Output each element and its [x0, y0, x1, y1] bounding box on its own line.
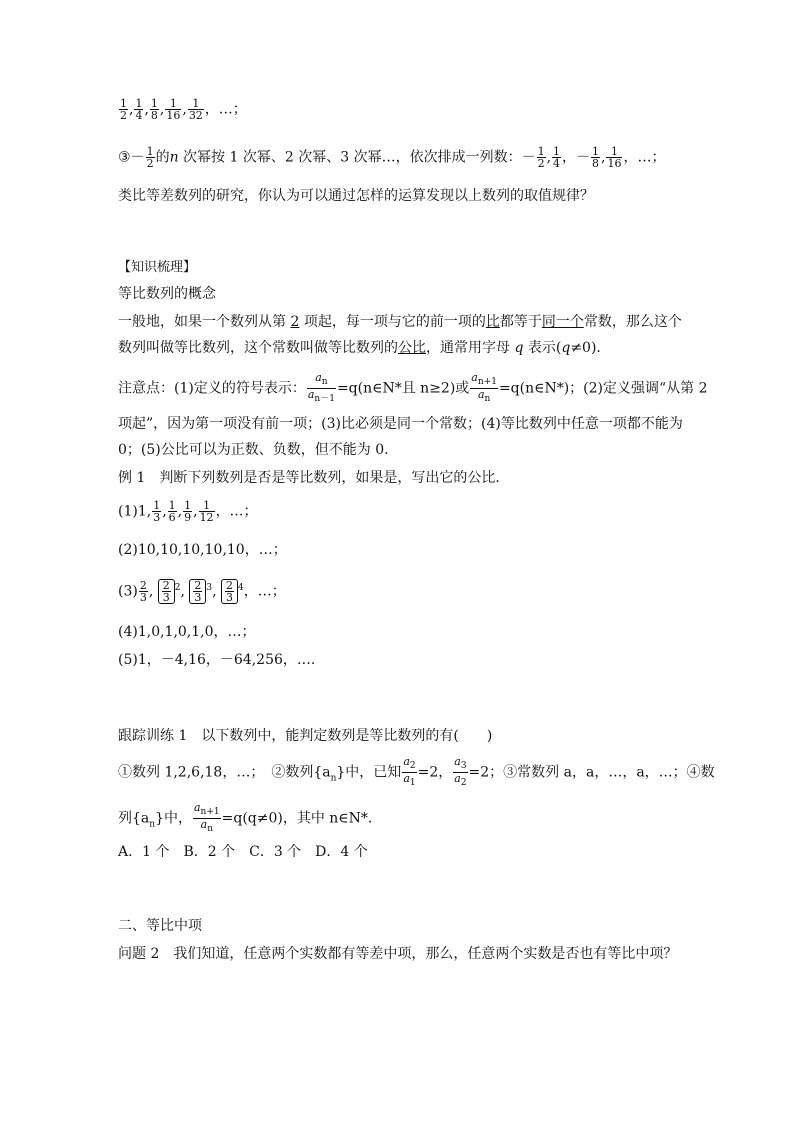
note-line-3: 0；(5)公比可以为正数、负数，但不能为 0.	[118, 442, 389, 458]
definition-line-2: 数列叫做等比数列，这个常数叫做等比数列的公比，通常用字母 q 表示(q≠0)．	[118, 340, 611, 356]
example-1-item-3: (3) $\frac{2}{3}$ , $\frac{2}{3}$ $^2$, $\frac{2}{3}$ $^3$, $\frac{2}{3}$ $^4$，…；	[118, 579, 286, 605]
fraction: $\frac{1}{8}$	[150, 97, 158, 122]
fraction: $\frac{1}{2}$	[146, 145, 154, 170]
example-1-item-2: (2)10,10,10,10,10，…；	[118, 542, 287, 558]
example-1-item-4: (4)1,0,1,0,1,0，…；	[118, 624, 256, 640]
sequence-line-3: ③－ $\frac{1}{2}$ 的n 次幂按 1 次幂、2 次幂、3 次幂…，依次排成一列数：－ $\frac{1}{2}$ , $\frac{1}{4}$ ，－ $\frac{1}{8}$ , $\frac{1}{16}$ ，…；	[118, 145, 666, 170]
fraction: $\frac{1}{2}$	[120, 97, 127, 122]
answer-choices: A．1 个 B．2 个 C．3 个 D．4 个	[118, 844, 368, 860]
fraction: $\frac{1}{32}$	[188, 97, 203, 122]
question-2: 问题 2 我们知道，任意两个实数都有等差中项，那么，任意两个实数是否也有等比中项？	[118, 946, 678, 962]
tracking-line-2: 列$\{a_n\}$中， $\frac{a_{n+1}}{a_n}$ =q(q≠0)，其中 n∈N*.	[118, 801, 373, 835]
tracking-exercise-1: 跟踪训练 1 以下数列中，能判定数列是等比数列的有( )	[118, 728, 493, 744]
fraction: $\frac{1}{16}$	[166, 97, 181, 122]
section-2-title: 二、等比中项	[118, 918, 202, 934]
section-tag: 【知识梳理】	[118, 260, 197, 275]
note-line-1: 注意点：(1)定义的符号表示： $\frac{a_n}{a_{n-1}}$ =q(n∈N*且 n≥2)或 $\frac{a_{n+1}}{a_n}$ =q(n∈N*)；(2)定义强调“从第 2	[118, 371, 708, 405]
definition-line-1: 一般地，如果一个数列从第 2 项起，每一项与它的前一项的比都等于同一个常数，那么这个	[118, 314, 682, 330]
example-1-item-5: (5)1，－4,16，－64,256，….	[118, 652, 316, 668]
note-line-2: 项起”，因为第一项没有前一项；(3)比必须是同一个常数；(4)等比数列中任意一项都不能为	[118, 416, 683, 432]
question-text: 类比等差数列的研究，你认为可以通过怎样的运算发现以上数列的取值规律？	[118, 188, 594, 204]
concept-title: 等比数列的概念	[118, 286, 216, 302]
example-1-title: 例 1 判断下列数列是否是等比数列，如果是，写出它的公比．	[118, 470, 510, 486]
sequence-line-1: $\frac{1}{2}$ , $\frac{1}{4}$ , $\frac{1}{8}$ , $\frac{1}{16}$ , $\frac{1}{32}$ ，…；	[120, 97, 247, 122]
tracking-line-1: ①数列 1,2,6,18，…； ②数列$\{a_n\}$中，已知 $\frac{a_2}{a_1}$ =2， $\frac{a_3}{a_2}$ =2；③常数列 a，a，…，a，…；④数	[118, 755, 715, 789]
example-1-item-1: (1)1, $\frac{1}{3}$ , $\frac{1}{6}$ , $\frac{1}{9}$ , $\frac{1}{12}$ ，…；	[118, 499, 258, 524]
fraction: $\frac{1}{4}$	[135, 97, 143, 122]
